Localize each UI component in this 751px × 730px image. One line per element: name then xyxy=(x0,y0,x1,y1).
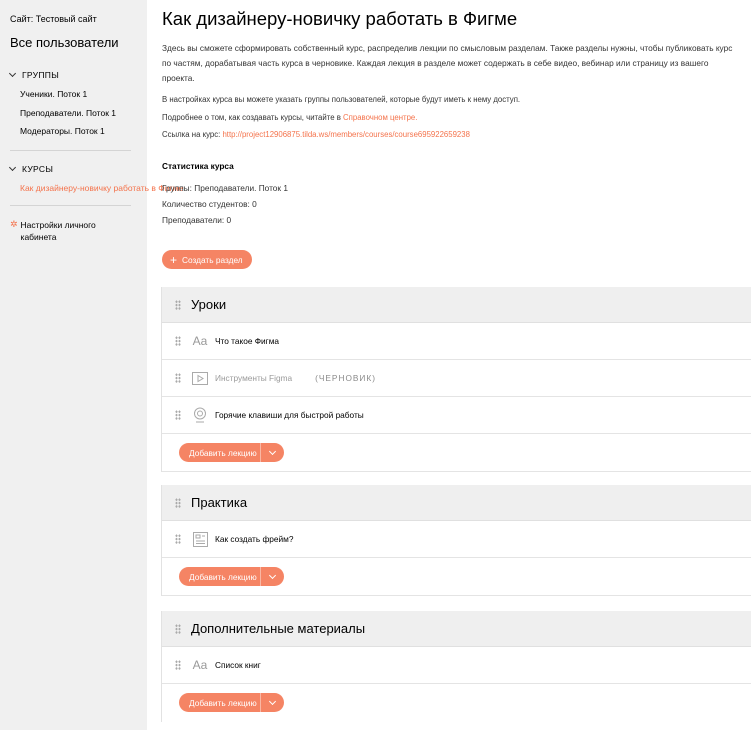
stats-students: Количество студентов: 0 xyxy=(162,199,257,209)
page-title: Как дизайнеру-новичку работать в Фигме xyxy=(162,8,518,29)
draft-badge: (ЧЕРНОВИК) xyxy=(315,373,376,383)
course-url-link[interactable]: http://project12906875.tilda.ws/members/courses/course695922659238 xyxy=(222,130,470,139)
gear-icon: ✲ xyxy=(10,219,18,229)
lesson-row[interactable] xyxy=(162,397,751,434)
add-lecture-button[interactable] xyxy=(179,443,284,462)
plus-icon: + xyxy=(170,252,178,267)
section-title: Уроки xyxy=(191,297,227,312)
lesson-title: Горячие клавиши для быстрой работы xyxy=(215,410,364,420)
section-footer xyxy=(162,684,751,722)
chevron-down-icon xyxy=(269,697,276,704)
drag-handle-icon[interactable] xyxy=(175,498,181,508)
dropdown-toggle[interactable] xyxy=(260,567,284,586)
section-header[interactable] xyxy=(162,485,751,521)
sidebar-item-group[interactable]: Ученики. Поток 1 xyxy=(20,89,88,99)
add-lecture-label: Добавить лекцию xyxy=(189,697,257,708)
section-header[interactable] xyxy=(162,287,751,323)
add-lecture-label: Добавить лекцию xyxy=(189,447,257,458)
course-link-label: Ссылка на курс: xyxy=(162,130,223,139)
chevron-down-icon xyxy=(269,447,276,454)
lesson-title: Что такое Фигма xyxy=(215,336,280,346)
lesson-row[interactable] xyxy=(162,521,751,558)
groups-header[interactable] xyxy=(10,70,59,80)
settings-link[interactable] xyxy=(10,219,106,243)
dropdown-toggle[interactable] xyxy=(260,693,284,712)
stats-teachers: Преподаватели: 0 xyxy=(162,215,232,225)
lesson-title: Список книг xyxy=(215,660,261,670)
webinar-icon xyxy=(191,408,209,422)
drag-handle-icon[interactable] xyxy=(175,410,181,420)
lesson-title: Инструменты Figma xyxy=(215,373,293,383)
drag-handle-icon[interactable] xyxy=(175,660,181,670)
drag-handle-icon[interactable] xyxy=(175,534,181,544)
add-lecture-button[interactable] xyxy=(179,693,284,712)
section-title: Практика xyxy=(191,495,248,510)
course-link-row xyxy=(162,127,470,142)
sidebar-item-group[interactable]: Модераторы. Поток 1 xyxy=(20,126,105,136)
dropdown-toggle[interactable] xyxy=(260,443,284,462)
course-section xyxy=(161,485,751,596)
courses-header[interactable] xyxy=(10,164,53,174)
help-note xyxy=(162,110,417,125)
add-lecture-button[interactable] xyxy=(179,567,284,586)
site-name: Сайт: Тестовый сайт xyxy=(10,14,97,24)
section-title: Дополнительные материалы xyxy=(191,621,366,636)
video-icon xyxy=(191,371,209,385)
help-prefix: Подробнее о том, как создавать курсы, читайте в xyxy=(162,113,344,122)
lesson-row[interactable] xyxy=(162,647,751,684)
course-section xyxy=(161,611,751,722)
groups-header-label: ГРУППЫ xyxy=(22,70,60,80)
main-content xyxy=(147,0,751,730)
create-section-button[interactable] xyxy=(162,250,252,269)
drag-handle-icon[interactable] xyxy=(175,624,181,634)
stats-title: Статистика курса xyxy=(162,161,234,171)
sidebar-divider xyxy=(10,150,131,151)
section-header[interactable] xyxy=(162,611,751,647)
all-users-link[interactable]: Все пользователи xyxy=(10,35,119,50)
drag-handle-icon[interactable] xyxy=(175,300,181,310)
courses-header-label: КУРСЫ xyxy=(22,164,54,174)
stats-groups: Группы: Преподаватели. Поток 1 xyxy=(162,183,288,193)
settings-label: Настройки личного кабинета xyxy=(20,220,96,242)
chevron-down-icon xyxy=(9,164,16,171)
section-footer xyxy=(162,434,751,472)
page-icon xyxy=(191,532,209,546)
lesson-row[interactable] xyxy=(162,323,751,360)
create-section-label: Создать раздел xyxy=(182,254,243,265)
intro-text: Здесь вы сможете сформировать собственный курс, распределив лекции по смысловым разделам. Также разделы нужны, чтобы публиковать курс по частям, дорабатывая часть курса в черновике. Каждая лекция в разделе может содержать в себе видео, вебинар или страницу из вашего проекта. xyxy=(162,43,733,83)
course-section xyxy=(161,287,751,472)
text-icon: Aa xyxy=(192,658,208,672)
section-footer xyxy=(162,558,751,596)
sidebar-item-group[interactable]: Преподаватели. Поток 1 xyxy=(20,108,117,118)
chevron-down-icon xyxy=(269,571,276,578)
text-icon: Aa xyxy=(192,334,208,348)
groups-note: В настройках курса вы можете указать группы пользователей, которые будут иметь к нему доступ. xyxy=(162,95,521,104)
add-lecture-label: Добавить лекцию xyxy=(189,571,257,582)
sidebar-item-course[interactable]: Как дизайнеру-новичку работать в Фигме xyxy=(20,183,184,193)
lesson-row[interactable] xyxy=(162,360,751,397)
sidebar-divider xyxy=(10,205,131,206)
chevron-down-icon xyxy=(9,70,16,77)
help-center-link[interactable]: Справочном центре. xyxy=(343,113,418,122)
drag-handle-icon[interactable] xyxy=(175,373,181,383)
sidebar xyxy=(0,0,184,730)
lesson-title: Как создать фрейм? xyxy=(215,534,294,544)
drag-handle-icon[interactable] xyxy=(175,336,181,346)
